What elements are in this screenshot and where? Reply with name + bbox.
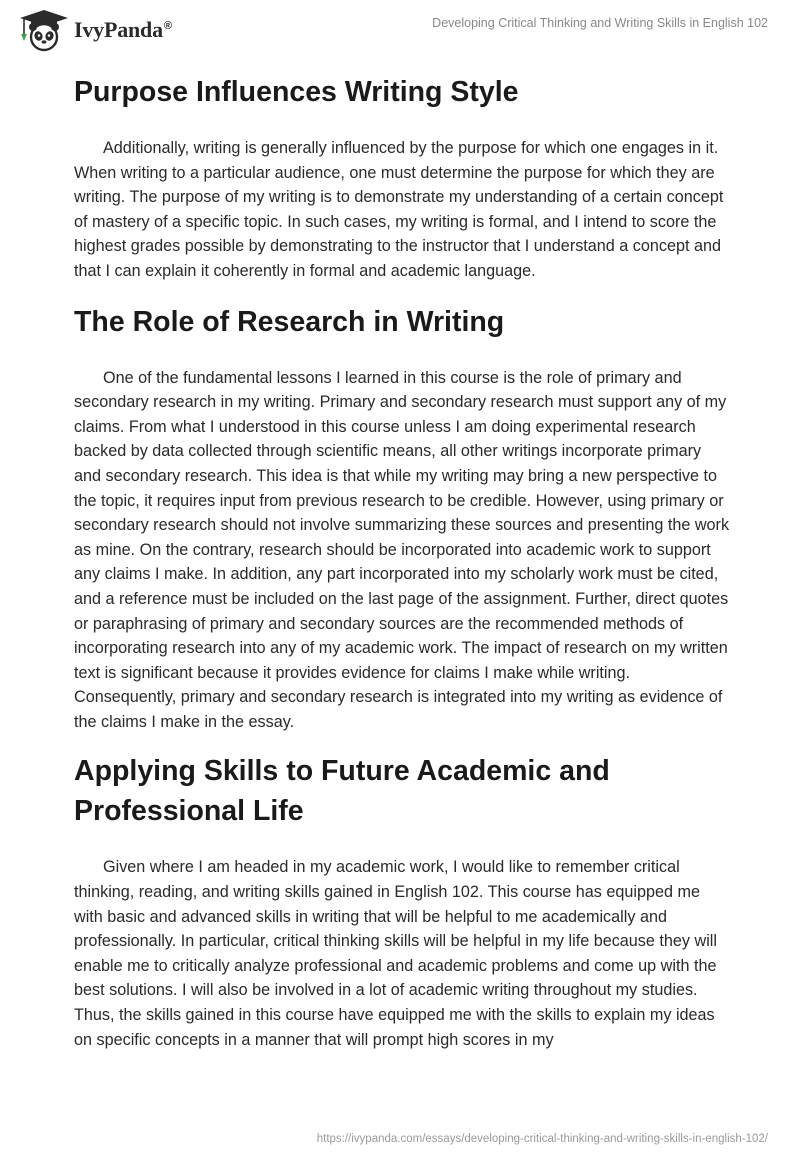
document-title: Developing Critical Thinking and Writing Skills in English 102	[432, 16, 768, 30]
ivypanda-logo[interactable]	[14, 8, 172, 52]
panda-graduation-cap-icon	[14, 8, 70, 52]
section-heading: Purpose Influences Writing Style	[74, 76, 519, 108]
section-paragraph: Given where I am headed in my academic work, I would like to remember critical thinking, reading, and writing skills gained in English 102. This course has equipped me with basic and advanced skills in writing that will be helpful to me academically and professionally. In particular, critical thinking skills will be helpful in my life because they will enable me to critically analyze professional and academic problems and come up with the best solutions. I will also be involved in a lot of academic writing throughout my studies. Thus, the skills gained in this course have equipped me with the skills to explain my ideas on specific concepts in a manner that will prompt high scores in my	[74, 858, 717, 1049]
page-header	[0, 0, 800, 58]
registered-mark: ®	[163, 19, 172, 32]
section-paragraph: Additionally, writing is generally influenced by the purpose for which one engages in it. When writing to a particular audience, one must determine the purpose for which they are writing. The purpose of my writing is to demonstrate my understanding of a certain concept of mastery of a specific topic. In such cases, my writing is formal, and I intend to score the highest grades possible by demonstrating to the instructor that I understand a concept and that I can explain it coherently in formal and academic language.	[74, 139, 724, 280]
essay-body	[74, 70, 730, 1052]
section-paragraph: One of the fundamental lessons I learned in this course is the role of primary and secondary research in my writing. Primary and secondary research must support any of my claims. From what I understood in this course unless I am doing experimental research backed by data collected through scientific means, all other writings incorporate primary and secondary research. This idea is that while my writing may bring a new perspective to the topic, it requires input from previous research to be credible. However, using primary or secondary research should not involve summarizing these sources and presenting the work as mine. On the contrary, research should be incorporated into academic work to support any claims I make. In addition, any part incorporated into my scholarly work must be cited, and a reference must be included on the last page of the assignment. Further, direct quotes or paraphrasing of primary and secondary sources are the recommended methods of incorporating research into any of my academic work. The impact of research on my written text is significant because it provides evidence for claims I make while writing. Consequently, primary and secondary research is integrated into my writing as evidence of the claims I make in the essay.	[74, 368, 730, 731]
section-heading: Applying Skills to Future Academic and Professional Life	[74, 755, 610, 828]
brand-name: IvyPanda®	[74, 17, 172, 42]
source-url[interactable]: https://ivypanda.com/essays/developing-critical-thinking-and-writing-skills-in-english-102/	[316, 1133, 768, 1145]
section-heading: The Role of Research in Writing	[74, 305, 505, 338]
